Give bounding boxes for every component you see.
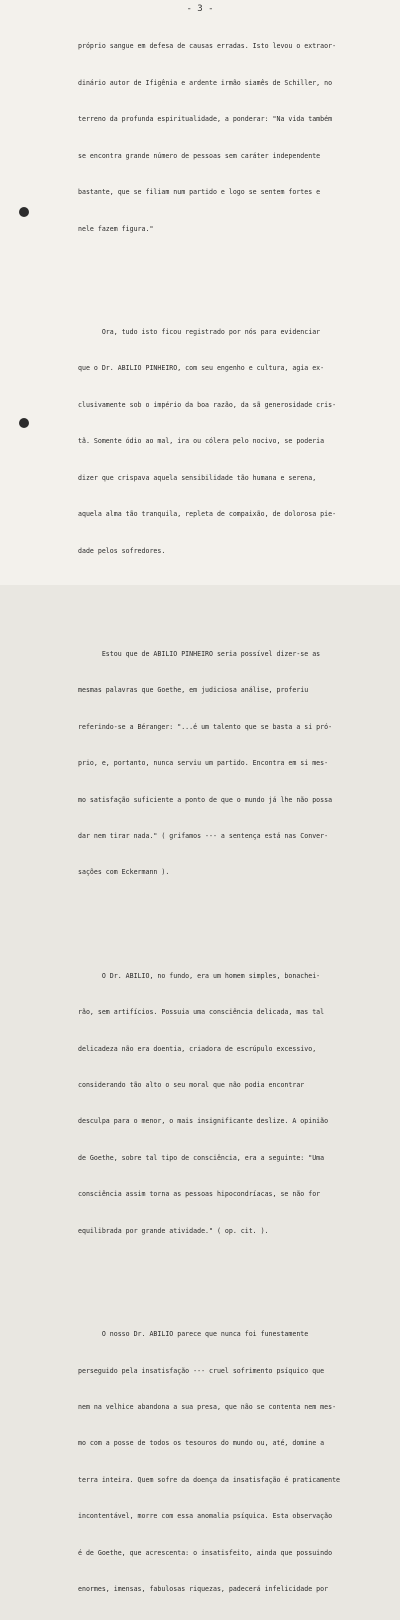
text-line [78, 903, 396, 915]
text-line: delicadeza não era doentia, criadora de escrúpulo excessivo, [78, 1044, 317, 1053]
text-line: dinário autor de Ifigênia e ardente irmão siamês de Schiller, no [78, 78, 333, 87]
text-line: O Dr. ABILIO, no fundo, era um homem simples, bonachei- [78, 971, 321, 980]
text-line [78, 581, 396, 593]
text-line: Ora, tudo isto ficou registrado por nós para evidenciar [78, 327, 321, 336]
text-line: tã. Somente ódio ao mal, ira ou cólera pelo nocivo, se poderia [78, 437, 325, 446]
text-line: considerando tão alto o seu moral que não podia encontrar [78, 1081, 305, 1090]
text-line [78, 1261, 396, 1273]
text-line: equilibrada por grande atividade." ( op. cit. ). [78, 1226, 269, 1235]
text-line: terreno da profunda espiritualidade, a ponderar: "Na vida também [78, 115, 333, 124]
text-line: perseguido pela insatisfação --- cruel sofrimento psíquico que [78, 1366, 325, 1375]
text-line: aquela alma tão tranquila, repleta de compaixão, de dolorosa pie- [78, 510, 337, 519]
text-line: O nosso Dr. ABILIO parece que nunca foi funestamente [78, 1330, 309, 1339]
text-line: Estou que de ABILIO PINHEIRO seria possível dizer-se as [78, 649, 321, 658]
text-line: mesmas palavras que Goethe, em judiciosa análise, proferiu [78, 686, 309, 695]
text-line: próprio sangue em defesa de causas erradas. Isto levou o extraor- [78, 42, 337, 51]
text-line: terra inteira. Quem sofre da doença da insatisfação é praticamente [78, 1475, 341, 1484]
punch-hole [19, 207, 29, 217]
text-line: dizer que crispava aquela sensibilidade tão humana e serena, [78, 473, 317, 482]
text-line: incontentável, morre com essa anomalia psíquica. Esta observação [78, 1512, 333, 1521]
punch-hole [19, 418, 29, 428]
text-line: que o Dr. ABILIO PINHEIRO, com seu engenho e cultura, agia ex- [78, 364, 325, 373]
text-line: referindo-se a Béranger: "...é um talento que se basta a si pró- [78, 722, 333, 731]
text-line: enormes, imensas, fabulosas riquezas, padecerá infelicidade por [78, 1585, 329, 1594]
text-line: bastante, que se filiam num partido e logo se sentem fortes e [78, 188, 321, 197]
text-line: dar nem tirar nada." ( grifamos --- a sentença está nas Conver- [78, 832, 329, 840]
text-line [78, 259, 396, 271]
text-line: desculpa para o menor, o mais insignificante deslize. A opinião [78, 1117, 329, 1126]
page-number: - 3 - [186, 4, 214, 14]
text-line: consciência assim torna as pessoas hipocondríacas, se não for [78, 1190, 321, 1199]
text-line: sações com Eckermann ). [78, 868, 170, 877]
text-line: prio, e, portanto, nunca serviu um partido. Encontra em si mes- [78, 759, 329, 768]
text-line: de Goethe, sobre tal tipo de consciência, era a seguinte: "Uma [78, 1153, 325, 1162]
text-line: rão, sem artifícios. Possuia uma consciência delicada, mas tal [78, 1008, 325, 1017]
text-line: é de Goethe, que acrescenta: o insatisfeito, ainda que possuindo [78, 1548, 333, 1557]
text-line: clusivamente sob o império da boa razão, da sã generosidade cris- [78, 400, 337, 409]
text-line: se encontra grande número de pessoas sem caráter independente [78, 151, 321, 160]
document-body [78, 16, 396, 1620]
text-line: mo satisfação suficiente a ponto de que o mundo já lhe não possa [78, 795, 333, 804]
text-line: nele fazem figura." [78, 224, 154, 233]
text-line: mo com a posse de todos os tesouros do mundo ou, até, domine a [78, 1439, 325, 1448]
text-line: dade pelos sofredores. [78, 546, 166, 555]
text-line: nem na velhice abandona a sua presa, que não se contenta nem mes- [78, 1402, 337, 1411]
